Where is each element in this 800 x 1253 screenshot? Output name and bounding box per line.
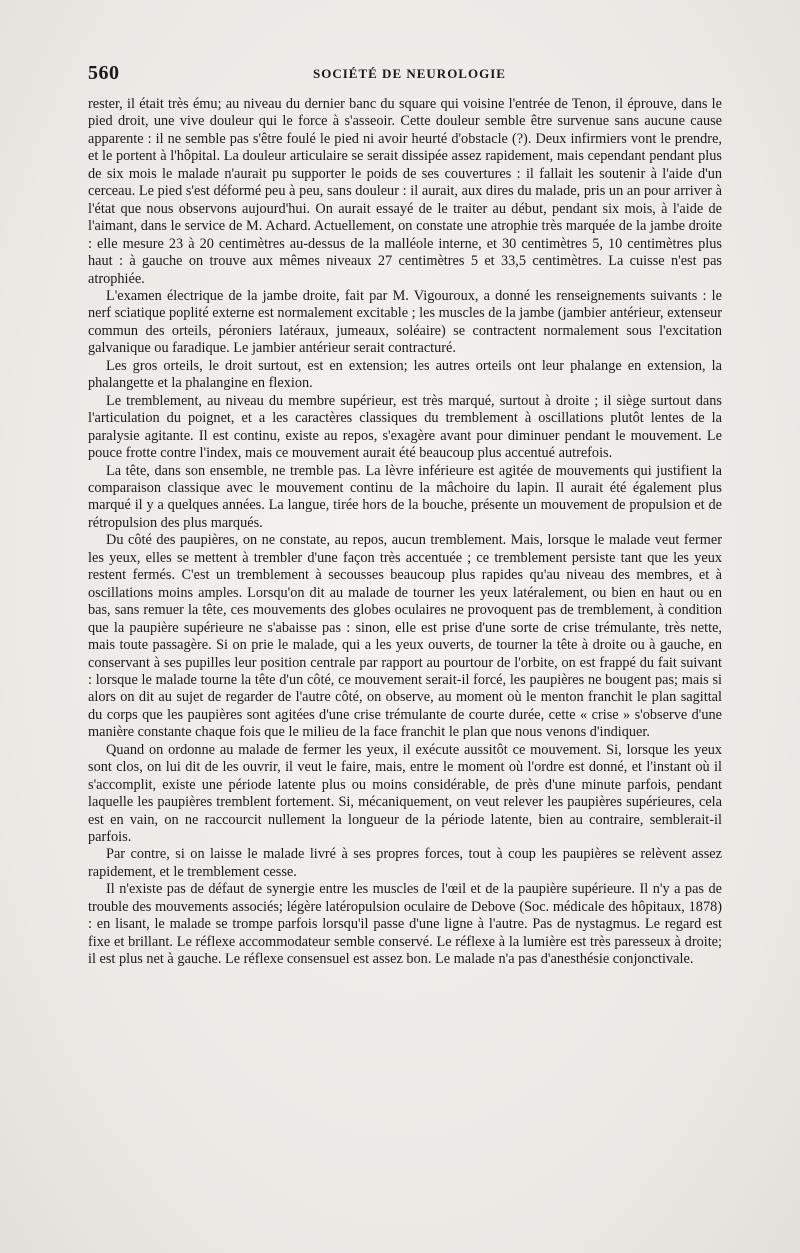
paragraph: Le tremblement, au niveau du membre supérieur, est très marqué, surtout à droite ; il siège surtout dans l'articulation du poignet, et a les caractères classiques du tremblement à oscillations plutôt lentes de la paralysie agitante. Il est continu, existe au repos, s'exagère avant pour diminuer pendant le mouvement. Le pouce frotte contre l'index, mais ce mouvement aurait été beaucoup plus accentué autrefois. xyxy=(88,392,722,462)
paragraph: Du côté des paupières, on ne constate, au repos, aucun tremblement. Mais, lorsque le malade veut fermer les yeux, elles se mettent à trembler d'une façon très accentuée ; ce tremblement persiste tant que les yeux restent fermés. C'est un tremblement à secousses beaucoup plus rapides qu'au niveau des membres, et à oscillations moins amples. Lorsqu'on dit au malade de tourner les yeux latéralement, ou bien en haut ou en bas, sans remuer la tête, ces mouvements des globes oculaires ne provoquent pas de tremblement, à condition que la paupière supérieure ne s'abaisse pas : sinon, elle est prise d'une sorte de crise trémulante, très nette, mais toute passagère. Si on prie le malade, qui a les yeux ouverts, de tourner la tête à droite ou à gauche, en conservant à ses pupilles leur position centrale par rapport au pourtour de l'orbite, on est frappé du fait suivant : lorsque le malade tourne la tête d'un côté, ce mouvement serait-il forcé, les paupières ne bougent pas; mais si alors on dit au sujet de regarder de l'autre côté, on observe, au moment où le menton franchit le plan sagittal du corps que les paupières sont agitées d'une crise trémulante de courte durée, cette « crise » s'observe d'une manière constante chaque fois que le milieu de la face franchit le plan que nous venons d'indiquer. xyxy=(88,532,722,741)
running-head: SOCIÉTÉ DE NEUROLOGIE xyxy=(313,66,506,81)
paragraph: Par contre, si on laisse le malade livré à ses propres forces, tout à coup les paupières se relèvent assez rapidement, et le tremblement cesse. xyxy=(88,846,722,880)
paragraph: Quand on ordonne au malade de fermer les yeux, il exécute aussitôt ce mouvement. Si, lorsque les yeux sont clos, on lui dit de les ouvrir, il veut le faire, mais, entre le moment où l'ordre est donné, et l'instant où il s'accomplit, existe une période latente plus ou moins considérable, de près d'une minute parfois, pendant laquelle les paupières tremblent fortement. Si, mécaniquement, on veut relever les paupières supérieures, cela est en vain, on ne raccourcit nullement la longueur de la période latente, bien au contraire, semblerait-il parfois. xyxy=(88,741,722,846)
paragraph: La tête, dans son ensemble, ne tremble pas. La lèvre inférieure est agitée de mouvements qui justifient la comparaison classique avec le mouvement continu de la mâchoire du lapin. Il aurait été également plus marqué il y a quelques années. La langue, tirée hors de la bouche, présente un mouvement de propulsion et de rétropulsion des plus marqués. xyxy=(88,462,722,531)
page-number: 560 xyxy=(88,62,120,84)
paragraph: Il n'existe pas de défaut de synergie entre les muscles de l'œil et de la paupière supérieure. Il n'y a pas de trouble des mouvements associés; légère latéropulsion oculaire de Debove (Soc. médicale des hôpitaux, 1878) : en lisant, le malade se trompe parfois lorsqu'il passe d'une ligne à l'autre. Pas de nystagmus. Le regard est fixe et brillant. Le réflexe accommodateur semble conservé. Le réflexe à la lumière est très paresseux à droite; il est plus net à gauche. Le réflexe consensuel est assez bon. Le malade n'a pas d'anesthésie conjonctivale. xyxy=(88,881,722,968)
paragraph: L'examen électrique de la jambe droite, fait par M. Vigouroux, a donné les renseignements suivants : le nerf sciatique poplité externe est normalement excitable ; les muscles de la jambe (jambier antérieur, extenseur commun des orteils, péroniers latéraux, jumeaux, soléaire) se contractent normalement sous l'excitation galvanique ou faradique. Le jambier antérieur serait contracturé. xyxy=(88,287,722,357)
body-text xyxy=(88,96,722,969)
paragraph: rester, il était très ému; au niveau du dernier banc du square qui voisine l'entrée de Tenon, il éprouve, dans le pied droit, une vive douleur qui le force à s'asseoir. Cette douleur semble être survenue sans aucune cause apparente : il ne semble pas s'être foulé le pied ni avoir heurté d'obstacle (?). Deux infirmiers vont le prendre, et le portent à l'hôpital. La douleur articulaire se serait dissipée assez rapidement, mais cependant pendant plus de six mois le malade n'aurait pu supporter le poids de ses couvertures : il fallait les soutenir à l'aide d'un cerceau. Le pied s'est déformé peu à peu, sans douleur : il aurait, aux dires du malade, pris un an pour arriver à l'état que nous observons aujourd'hui. On aurait essayé de le traiter au début, pendant six mois, à l'aide de l'aimant, dans le service de M. Achard. Actuellement, on constate une atrophie très marquée de la jambe droite : elle mesure 23 à 20 centimètres au-dessus de la malléole interne, et 30 centimètres 5, 10 centimètres plus haut : à gauche on trouve aux mêmes niveaux 27 centimètres 5 et 33,5 centimètres. La cuisse n'est pas atrophiée. xyxy=(88,96,722,287)
page-header xyxy=(88,62,728,84)
paragraph: Les gros orteils, le droit surtout, est en extension; les autres orteils ont leur phalange en extension, la phalangette et la phalangine en flexion. xyxy=(88,357,722,392)
